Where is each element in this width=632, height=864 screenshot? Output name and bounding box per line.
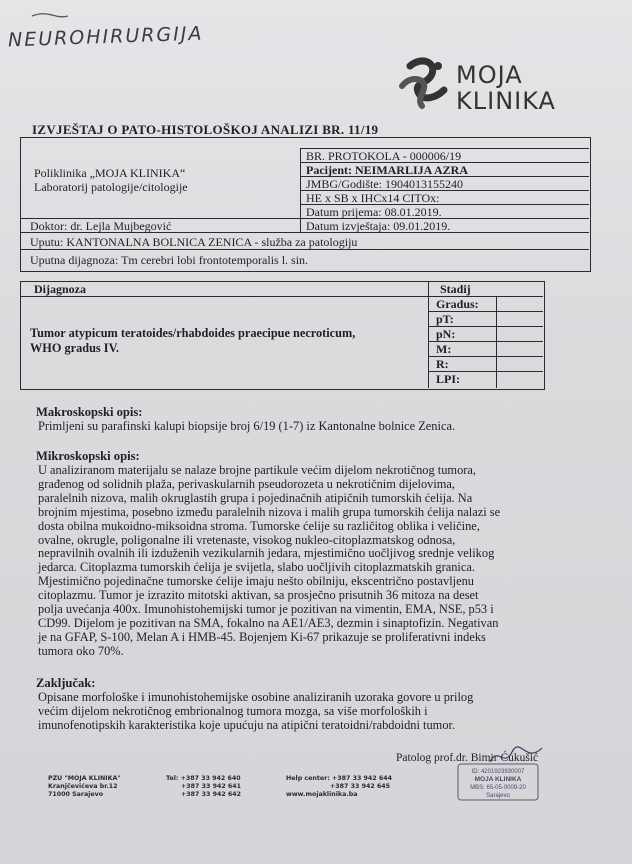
diagnosis-header: Dijagnoza — [34, 282, 86, 296]
stamp-line: MOJA KLINIKA — [474, 776, 522, 783]
diagnosis-line-2: WHO gradus IV. — [30, 341, 119, 355]
stamp-line: ID: 4201923930007 — [471, 769, 525, 775]
handwritten-note: NEUROHIRURGIJA — [7, 22, 204, 52]
conclusion-text — [38, 691, 586, 733]
footer-help-phone: +387 33 942 645 — [330, 783, 391, 790]
doctor-name: Doktor: dr. Lejla Mujbegović — [30, 219, 172, 233]
text-line: polja uvećanja 400x. Imunohistohemijski tumor je pozitivan na vimentin, EMA, NSE, p53 i — [38, 602, 494, 617]
report-date: Datum izvještaja: 09.01.2019. — [306, 219, 451, 233]
footer-company: PZU "MOJA KLINIKA" — [48, 775, 121, 782]
footer-address-line: 71000 Sarajevo — [48, 791, 104, 798]
text-line: nepravilnih ovalnih ili izduženih vezikularnih jedara, mjestimično uočljivog srednje velikog — [38, 546, 495, 561]
text-line: je na GFAP, S-100, Melan A i HMB-45. Bojenjem Ki-67 prikazuje se proliferativni indeks — [38, 629, 486, 644]
stage-pn: pN: — [436, 327, 456, 341]
referral-source: Uputu: KANTONALNA BOLNICA ZENICA - služba za patologiju — [30, 235, 358, 249]
logo-text-klinika: KLINIKA — [456, 87, 556, 115]
stage-lpi: LPI: — [436, 372, 460, 386]
macroscopic-heading: Makroskopski opis: — [36, 405, 143, 419]
conclusion-heading: Zaključak: — [36, 676, 96, 690]
stamp-line: MBS: 65-05-0009-20 — [470, 785, 526, 791]
stage-pt: pT: — [436, 312, 454, 326]
patient-jmbg: JMBG/Godište: 1904013155240 — [306, 177, 464, 191]
footer-address — [48, 775, 121, 799]
macroscopic-text: Primljeni su parafinski kalupi biopsije broj 6/19 (1-7) iz Kantonalne bolnice Zenica. — [38, 419, 456, 433]
handwritten-scribble-icon — [30, 8, 70, 22]
footer-help-center: Help center: +387 33 942 644 — [286, 775, 393, 782]
text-line: brojnim mjestima, posebno između paralelnih nizova i malih grupa tumorskih ćelija nalazi se — [38, 504, 501, 519]
clinic-lab: Laboratorij patologije/citologije — [34, 180, 188, 194]
footer-phone: +387 33 942 642 — [181, 791, 242, 798]
referral-diagnosis: Uputna dijagnoza: Tm cerebri lobi frontotemporalis l. sin. — [30, 253, 309, 267]
text-line: građenog od solidnih plaža, perivaskularnih pseudorozeta u nekrotičnim dijelovima, — [38, 476, 456, 491]
text-line: ovalne, okrugle, poligonalne ili vretenaste, visokog nukleo-citoplazmatskog odnosa, — [38, 532, 456, 547]
clinic-name: Poliklinika „MOJA KLINIKA“ — [34, 166, 186, 180]
received-date: Datum prijema: 08.01.2019. — [306, 205, 442, 219]
protocol-number: BR. PROTOKOLA - 000006/19 — [306, 149, 462, 163]
footer-address-line: Kranjčevićeva br.12 — [48, 783, 118, 790]
microscopic-text — [38, 464, 586, 659]
stains: HE x SB x IHCx14 CITOx: — [306, 191, 440, 205]
text-line: jedarca. Citoplazma tumorskih ćelija je svijetla, slabo uočljivih citoplazmatskih granica. — [38, 560, 475, 575]
text-line: CD99. Dijelom je pozitivan na SMA, fokalno na AE1/AE3, dezmin i sinaptofizin. Negativan — [38, 615, 499, 630]
text-line: tumora oko 70%. — [38, 643, 124, 658]
stamp-line: Sarajevo — [486, 793, 510, 799]
patient-name: Pacijent: NEIMARLIJA AZRA — [306, 163, 468, 177]
footer-help — [286, 775, 392, 799]
stage-gradus: Gradus: — [436, 297, 479, 311]
footer-phone: Tel: +387 33 942 640 — [166, 775, 241, 782]
footer-website: www.mojaklinika.ba — [286, 791, 358, 798]
text-line: citoplazmu. Tumor je izrazito mitotski aktivan, sa prosječno prisutnih 36 mitoza na deset — [38, 588, 479, 603]
text-line: U analiziranom materijalu se nalaze brojne partikule većim dijelom nekrotičnog tumora, — [38, 463, 476, 477]
text-line: Opisane morfološke i imunohistohemijske osobine analiziranih uzoraka govore u prilog — [38, 690, 474, 704]
logo-text-moja: MOJA — [456, 61, 523, 89]
report-title: IZVJEŠTAJ O PATO-HISTOLOŠKOJ ANALIZI BR. 11/19 — [32, 122, 379, 137]
text-line: imunofenotipskih karakteristika koje upućuju na atipični teratoidni/rabdoidni tumor. — [38, 717, 456, 732]
stage-header: Stadij — [440, 282, 471, 296]
stage-r: R: — [436, 357, 449, 371]
text-line: Mjestimično pojedinačne tumorske ćelije imaju nešto obilniju, ekscentrično postavljenu — [38, 574, 474, 589]
clinic-stamp-icon — [456, 762, 540, 802]
diagnosis-line-1: Tumor atypicum teratoides/rhabdoides praecipue necroticum, — [30, 326, 356, 340]
text-line: dosta obilna mukoidno-miksoidna stroma. Tumorske ćelije su različitog oblika i veličine, — [38, 518, 480, 533]
text-line: većim dijelom nekrotičnog embrionalnog tumora mozga, sa više morfoloških i — [38, 703, 428, 718]
stage-m: M: — [436, 342, 452, 356]
footer-phones — [166, 775, 241, 799]
footer-phone: +387 33 942 641 — [181, 783, 242, 790]
pathologist-signature-label: Patolog prof.dr. Bimir Ćukušić — [396, 752, 539, 764]
text-line: paralelnih nizova, malih okruglastih grupa i pojedinačnih atipičnih tumorskih ćelija. Na — [38, 490, 473, 505]
microscopic-heading: Mikroskopski opis: — [36, 449, 140, 463]
